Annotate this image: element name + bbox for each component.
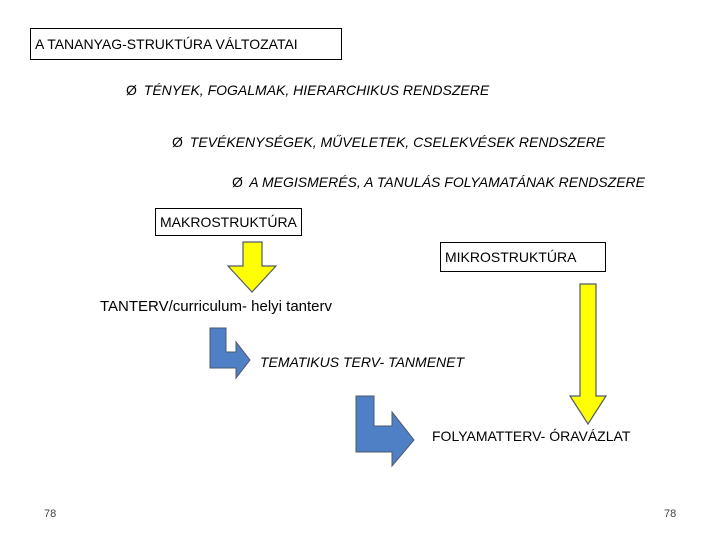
level-process-plan: FOLYAMATTERV- ÓRAVÁZLAT [432, 428, 631, 444]
diagram-title: A TANANYAG-STRUKTÚRA VÁLTOZATAI [30, 28, 342, 60]
bullet-text: TEVÉKENYSÉGEK, MŰVELETEK, CSELEKVÉSEK RENDSZERE [189, 134, 606, 150]
bent-arrow-2 [356, 396, 414, 466]
bullet-text: TÉNYEK, FOGALMAK, HIERARCHIKUS RENDSZERE [143, 82, 490, 98]
bullet-arrow-icon: Ø [172, 134, 183, 150]
bullet-arrow-icon: Ø [126, 82, 137, 98]
page-number-right: 78 [664, 508, 677, 520]
page-number-left: 78 [44, 508, 57, 520]
bullet-item-3 [232, 174, 645, 190]
bullet-arrow-icon: Ø [232, 174, 243, 190]
micro-structure-label: MIKROSTRUKTÚRA [440, 242, 606, 272]
macro-down-arrow [228, 242, 276, 292]
bullet-text: A MEGISMERÉS, A TANULÁS FOLYAMATÁNAK RENDSZERE [249, 174, 645, 190]
level-curriculum: TANTERV/curriculum- helyi tanterv [100, 298, 333, 315]
bent-arrow-1 [210, 328, 250, 378]
macro-structure-label: MAKROSTRUKTÚRA [155, 208, 302, 236]
bullet-item-1 [126, 82, 489, 98]
level-thematic-plan: TEMATIKUS TERV- TANMENET [260, 354, 465, 370]
micro-down-arrow [570, 284, 606, 424]
bullet-item-2 [172, 134, 605, 150]
